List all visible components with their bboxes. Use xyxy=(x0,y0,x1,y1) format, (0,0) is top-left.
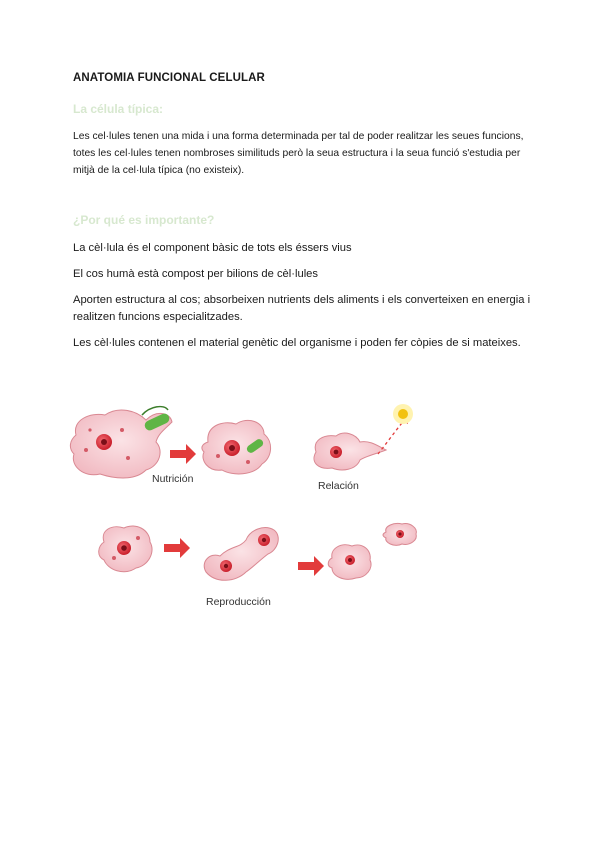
importance-paragraph: Aporten estructura al cos; absorbeixen nutrients dels aliments i els converteixen en energia i realitzen funcions especialitzades. xyxy=(73,294,531,323)
paragraph-line: mitjà de la cel·lula típica (no existeix). xyxy=(73,165,245,176)
label-nutrition: Nutrición xyxy=(152,473,194,485)
arrow-icon xyxy=(298,556,324,576)
amoeba-moving-icon xyxy=(314,414,408,470)
paragraph-line: totes les cel·lules tenen nombroses similituds però la seua estructura i la seua funció s'estudia per xyxy=(73,148,521,159)
importance-paragraph: Les cèl·lules contenen el material genètic del organisme i poden fer còpies de si mateixes. xyxy=(73,337,521,349)
importance-paragraph: La cèl·lula és el component bàsic de tots els éssers vius xyxy=(73,242,352,254)
amoeba-dividing-middle-icon xyxy=(204,528,278,581)
section-heading-typical-cell: La célula típica: xyxy=(73,102,164,116)
light-stimulus-icon xyxy=(393,404,413,424)
amoeba-dividing-start-icon xyxy=(99,526,152,572)
section-heading-importance: ¿Por qué es importante? xyxy=(73,213,215,227)
daughter-cell-icon xyxy=(328,545,371,580)
label-reproduction: Reproducción xyxy=(206,596,271,608)
arrow-icon xyxy=(164,538,190,558)
arrow-icon xyxy=(170,444,196,464)
paragraph-line: Les cel·lules tenen una mida i una forma determinada per tal de poder realitzar les seues funcions, xyxy=(73,131,524,142)
amoeba-engulfing-icon xyxy=(70,407,172,478)
document-title: ANATOMIA FUNCIONAL CELULAR xyxy=(73,72,265,84)
amoeba-digesting-icon xyxy=(202,420,271,474)
label-relation: Relación xyxy=(318,480,359,492)
cell-functions-illustration xyxy=(60,390,440,620)
importance-paragraph: El cos humà està compost per bilions de cèl·lules xyxy=(73,268,318,280)
daughter-cell-icon xyxy=(383,523,416,545)
typical-cell-paragraph xyxy=(73,128,533,179)
